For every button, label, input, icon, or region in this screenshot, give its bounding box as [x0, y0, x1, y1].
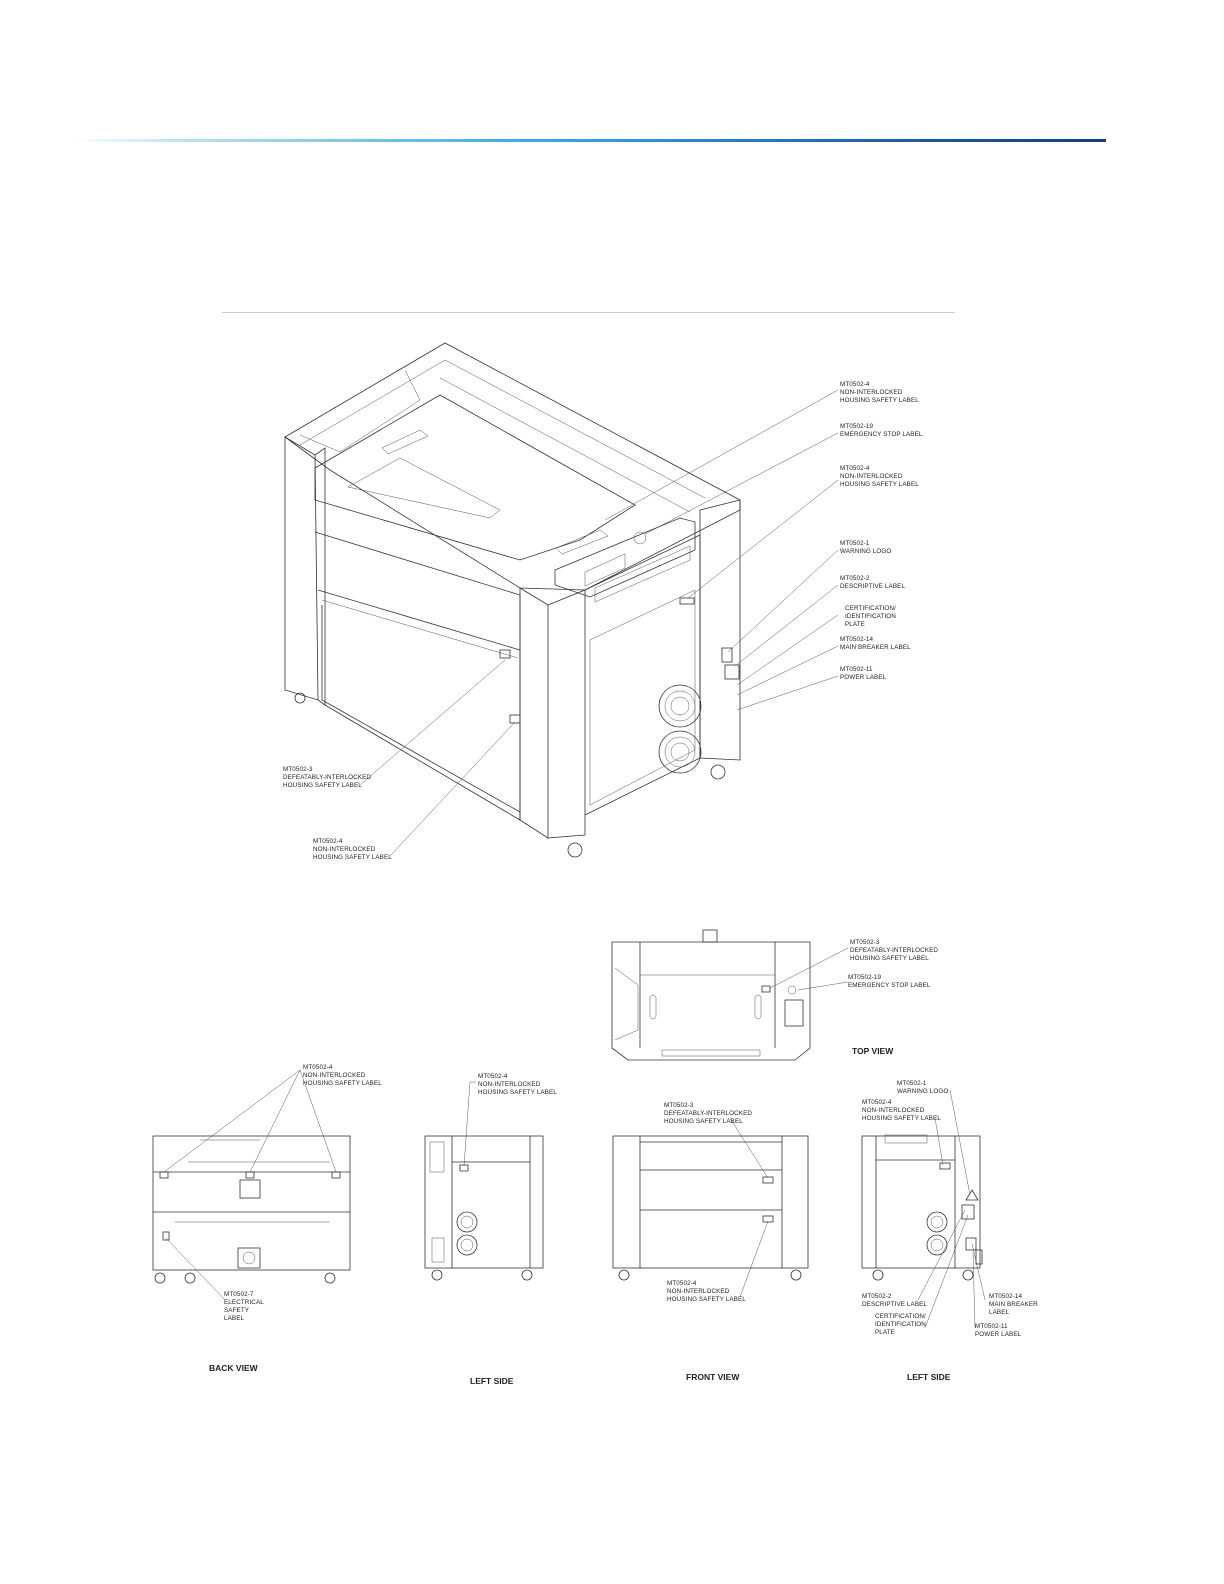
svg-text:HOUSING SAFETY LABEL: HOUSING SAFETY LABEL [283, 782, 362, 789]
label-left-b-mt0502-11 [975, 1323, 1022, 1338]
label-left-a-mt0502-4 [478, 1073, 557, 1096]
top-view-leaders [770, 948, 848, 990]
svg-text:HOUSING SAFETY LABEL: HOUSING SAFETY LABEL [840, 481, 919, 488]
svg-text:POWER LABEL: POWER LABEL [975, 1331, 1022, 1338]
svg-text:MT0502-4: MT0502-4 [303, 1064, 333, 1071]
svg-text:NON-INTERLOCKED: NON-INTERLOCKED [303, 1072, 366, 1079]
label-top-mt0502-19 [848, 974, 931, 989]
view-title-left-side-b: LEFT SIDE [907, 1372, 951, 1382]
label-iso-mt0502-4-mid [840, 465, 919, 488]
isometric-leader-lines [360, 390, 838, 856]
svg-text:NON-INTERLOCKED: NON-INTERLOCKED [840, 473, 903, 480]
left-a-leader [464, 1082, 470, 1166]
svg-text:WARNING LOGO: WARNING LOGO [840, 548, 892, 555]
svg-text:POWER LABEL: POWER LABEL [840, 674, 887, 681]
svg-text:MT0502-11: MT0502-11 [840, 666, 873, 673]
label-iso-mt0502-4-bottom [313, 838, 392, 861]
label-left-b-mt0502-1 [897, 1080, 948, 1095]
svg-text:DESCRIPTIVE LABEL: DESCRIPTIVE LABEL [840, 583, 906, 590]
back-view-leaders [164, 1070, 336, 1300]
svg-text:NON-INTERLOCKED: NON-INTERLOCKED [478, 1081, 541, 1088]
label-left-b-mt0502-4 [862, 1099, 941, 1122]
label-iso-certification-plate [845, 605, 896, 628]
svg-text:MT0502-1: MT0502-1 [897, 1080, 927, 1087]
view-title-top: TOP VIEW [852, 1046, 894, 1056]
svg-text:MT0502-4: MT0502-4 [313, 838, 343, 845]
svg-text:NON-INTERLOCKED: NON-INTERLOCKED [667, 1288, 730, 1295]
svg-text:CERTIFICATION/: CERTIFICATION/ [875, 1313, 926, 1320]
svg-text:HOUSING SAFETY LABEL: HOUSING SAFETY LABEL [303, 1080, 382, 1087]
label-iso-mt0502-19 [840, 423, 923, 438]
view-title-left-side-a: LEFT SIDE [470, 1376, 514, 1386]
svg-text:MT0502-7: MT0502-7 [224, 1291, 254, 1298]
svg-text:PLATE: PLATE [875, 1329, 895, 1336]
svg-text:MT0502-14: MT0502-14 [989, 1293, 1023, 1300]
label-back-mt0502-7 [224, 1291, 264, 1322]
label-top-mt0502-3 [850, 939, 938, 962]
svg-text:MT0502-3: MT0502-3 [664, 1102, 694, 1109]
svg-text:CERTIFICATION/: CERTIFICATION/ [845, 605, 896, 612]
svg-text:MT0502-4: MT0502-4 [478, 1073, 508, 1080]
svg-text:HOUSING SAFETY LABEL: HOUSING SAFETY LABEL [850, 955, 929, 962]
label-iso-mt0502-11 [840, 666, 887, 681]
svg-text:MT0502-2: MT0502-2 [840, 575, 870, 582]
label-iso-mt0502-14 [840, 636, 911, 651]
svg-text:DEFEATABLY-INTERLOCKED: DEFEATABLY-INTERLOCKED [283, 774, 372, 781]
label-back-mt0502-4 [303, 1064, 382, 1087]
svg-text:SAFETY: SAFETY [224, 1307, 250, 1314]
svg-text:DESCRIPTIVE LABEL: DESCRIPTIVE LABEL [862, 1301, 928, 1308]
svg-text:MT0502-3: MT0502-3 [283, 766, 313, 773]
svg-text:MT0502-4: MT0502-4 [862, 1099, 892, 1106]
svg-text:EMERGENCY STOP LABEL: EMERGENCY STOP LABEL [848, 982, 931, 989]
view-title-front: FRONT VIEW [686, 1372, 740, 1382]
label-iso-mt0502-4-top [840, 381, 919, 404]
svg-text:HOUSING SAFETY LABEL: HOUSING SAFETY LABEL [667, 1296, 746, 1303]
front-view-leaders [730, 1118, 768, 1297]
svg-text:MT0502-4: MT0502-4 [667, 1280, 697, 1287]
svg-text:DEFEATABLY-INTERLOCKED: DEFEATABLY-INTERLOCKED [850, 947, 939, 954]
svg-text:MAIN BREAKER: MAIN BREAKER [989, 1301, 1038, 1308]
svg-text:NON-INTERLOCKED: NON-INTERLOCKED [862, 1107, 925, 1114]
label-iso-mt0502-1 [840, 540, 891, 555]
svg-text:MT0502-2: MT0502-2 [862, 1293, 892, 1300]
label-left-b-certification-plate [875, 1313, 926, 1336]
label-front-mt0502-3 [664, 1102, 752, 1125]
svg-text:MT0502-4: MT0502-4 [840, 465, 870, 472]
svg-text:ELECTRICAL: ELECTRICAL [224, 1299, 264, 1306]
svg-text:MAIN BREAKER LABEL: MAIN BREAKER LABEL [840, 644, 911, 651]
svg-text:MT0502-19: MT0502-19 [840, 423, 874, 430]
svg-text:LABEL: LABEL [224, 1315, 245, 1322]
svg-text:IDENTIFICATION: IDENTIFICATION [845, 613, 896, 620]
svg-text:MT0502-3: MT0502-3 [850, 939, 880, 946]
svg-text:MT0502-14: MT0502-14 [840, 636, 874, 643]
left-side-view-drawing [425, 1136, 543, 1280]
label-iso-mt0502-3 [283, 766, 371, 789]
svg-text:WARNING LOGO: WARNING LOGO [897, 1088, 949, 1095]
view-title-back: BACK VIEW [209, 1363, 258, 1373]
svg-text:IDENTIFICATION: IDENTIFICATION [875, 1321, 926, 1328]
label-left-b-mt0502-2 [862, 1293, 927, 1308]
svg-text:MT0502-11: MT0502-11 [975, 1323, 1008, 1330]
front-view-drawing [613, 1136, 808, 1280]
svg-text:LABEL: LABEL [989, 1309, 1010, 1316]
svg-text:DEFEATABLY-INTERLOCKED: DEFEATABLY-INTERLOCKED [664, 1110, 753, 1117]
svg-text:EMERGENCY STOP LABEL: EMERGENCY STOP LABEL [840, 431, 923, 438]
svg-text:MT0502-19: MT0502-19 [848, 974, 882, 981]
svg-text:HOUSING SAFETY LABEL: HOUSING SAFETY LABEL [862, 1115, 941, 1122]
label-left-b-mt0502-14 [989, 1293, 1038, 1316]
label-front-mt0502-4 [667, 1280, 746, 1303]
svg-text:NON-INTERLOCKED: NON-INTERLOCKED [840, 389, 903, 396]
svg-text:MT0502-4: MT0502-4 [840, 381, 870, 388]
top-view-drawing [612, 930, 810, 1060]
svg-text:MT0502-1: MT0502-1 [840, 540, 870, 547]
left-side-b-leaders [918, 1090, 985, 1328]
svg-text:HOUSING SAFETY LABEL: HOUSING SAFETY LABEL [478, 1089, 557, 1096]
svg-text:PLATE: PLATE [845, 621, 865, 628]
svg-text:NON-INTERLOCKED: NON-INTERLOCKED [313, 846, 376, 853]
label-iso-mt0502-2 [840, 575, 905, 590]
left-side-b-view-drawing [862, 1135, 982, 1280]
svg-text:HOUSING SAFETY LABEL: HOUSING SAFETY LABEL [840, 397, 919, 404]
svg-text:HOUSING SAFETY LABEL: HOUSING SAFETY LABEL [664, 1118, 743, 1125]
svg-text:HOUSING SAFETY LABEL: HOUSING SAFETY LABEL [313, 854, 392, 861]
